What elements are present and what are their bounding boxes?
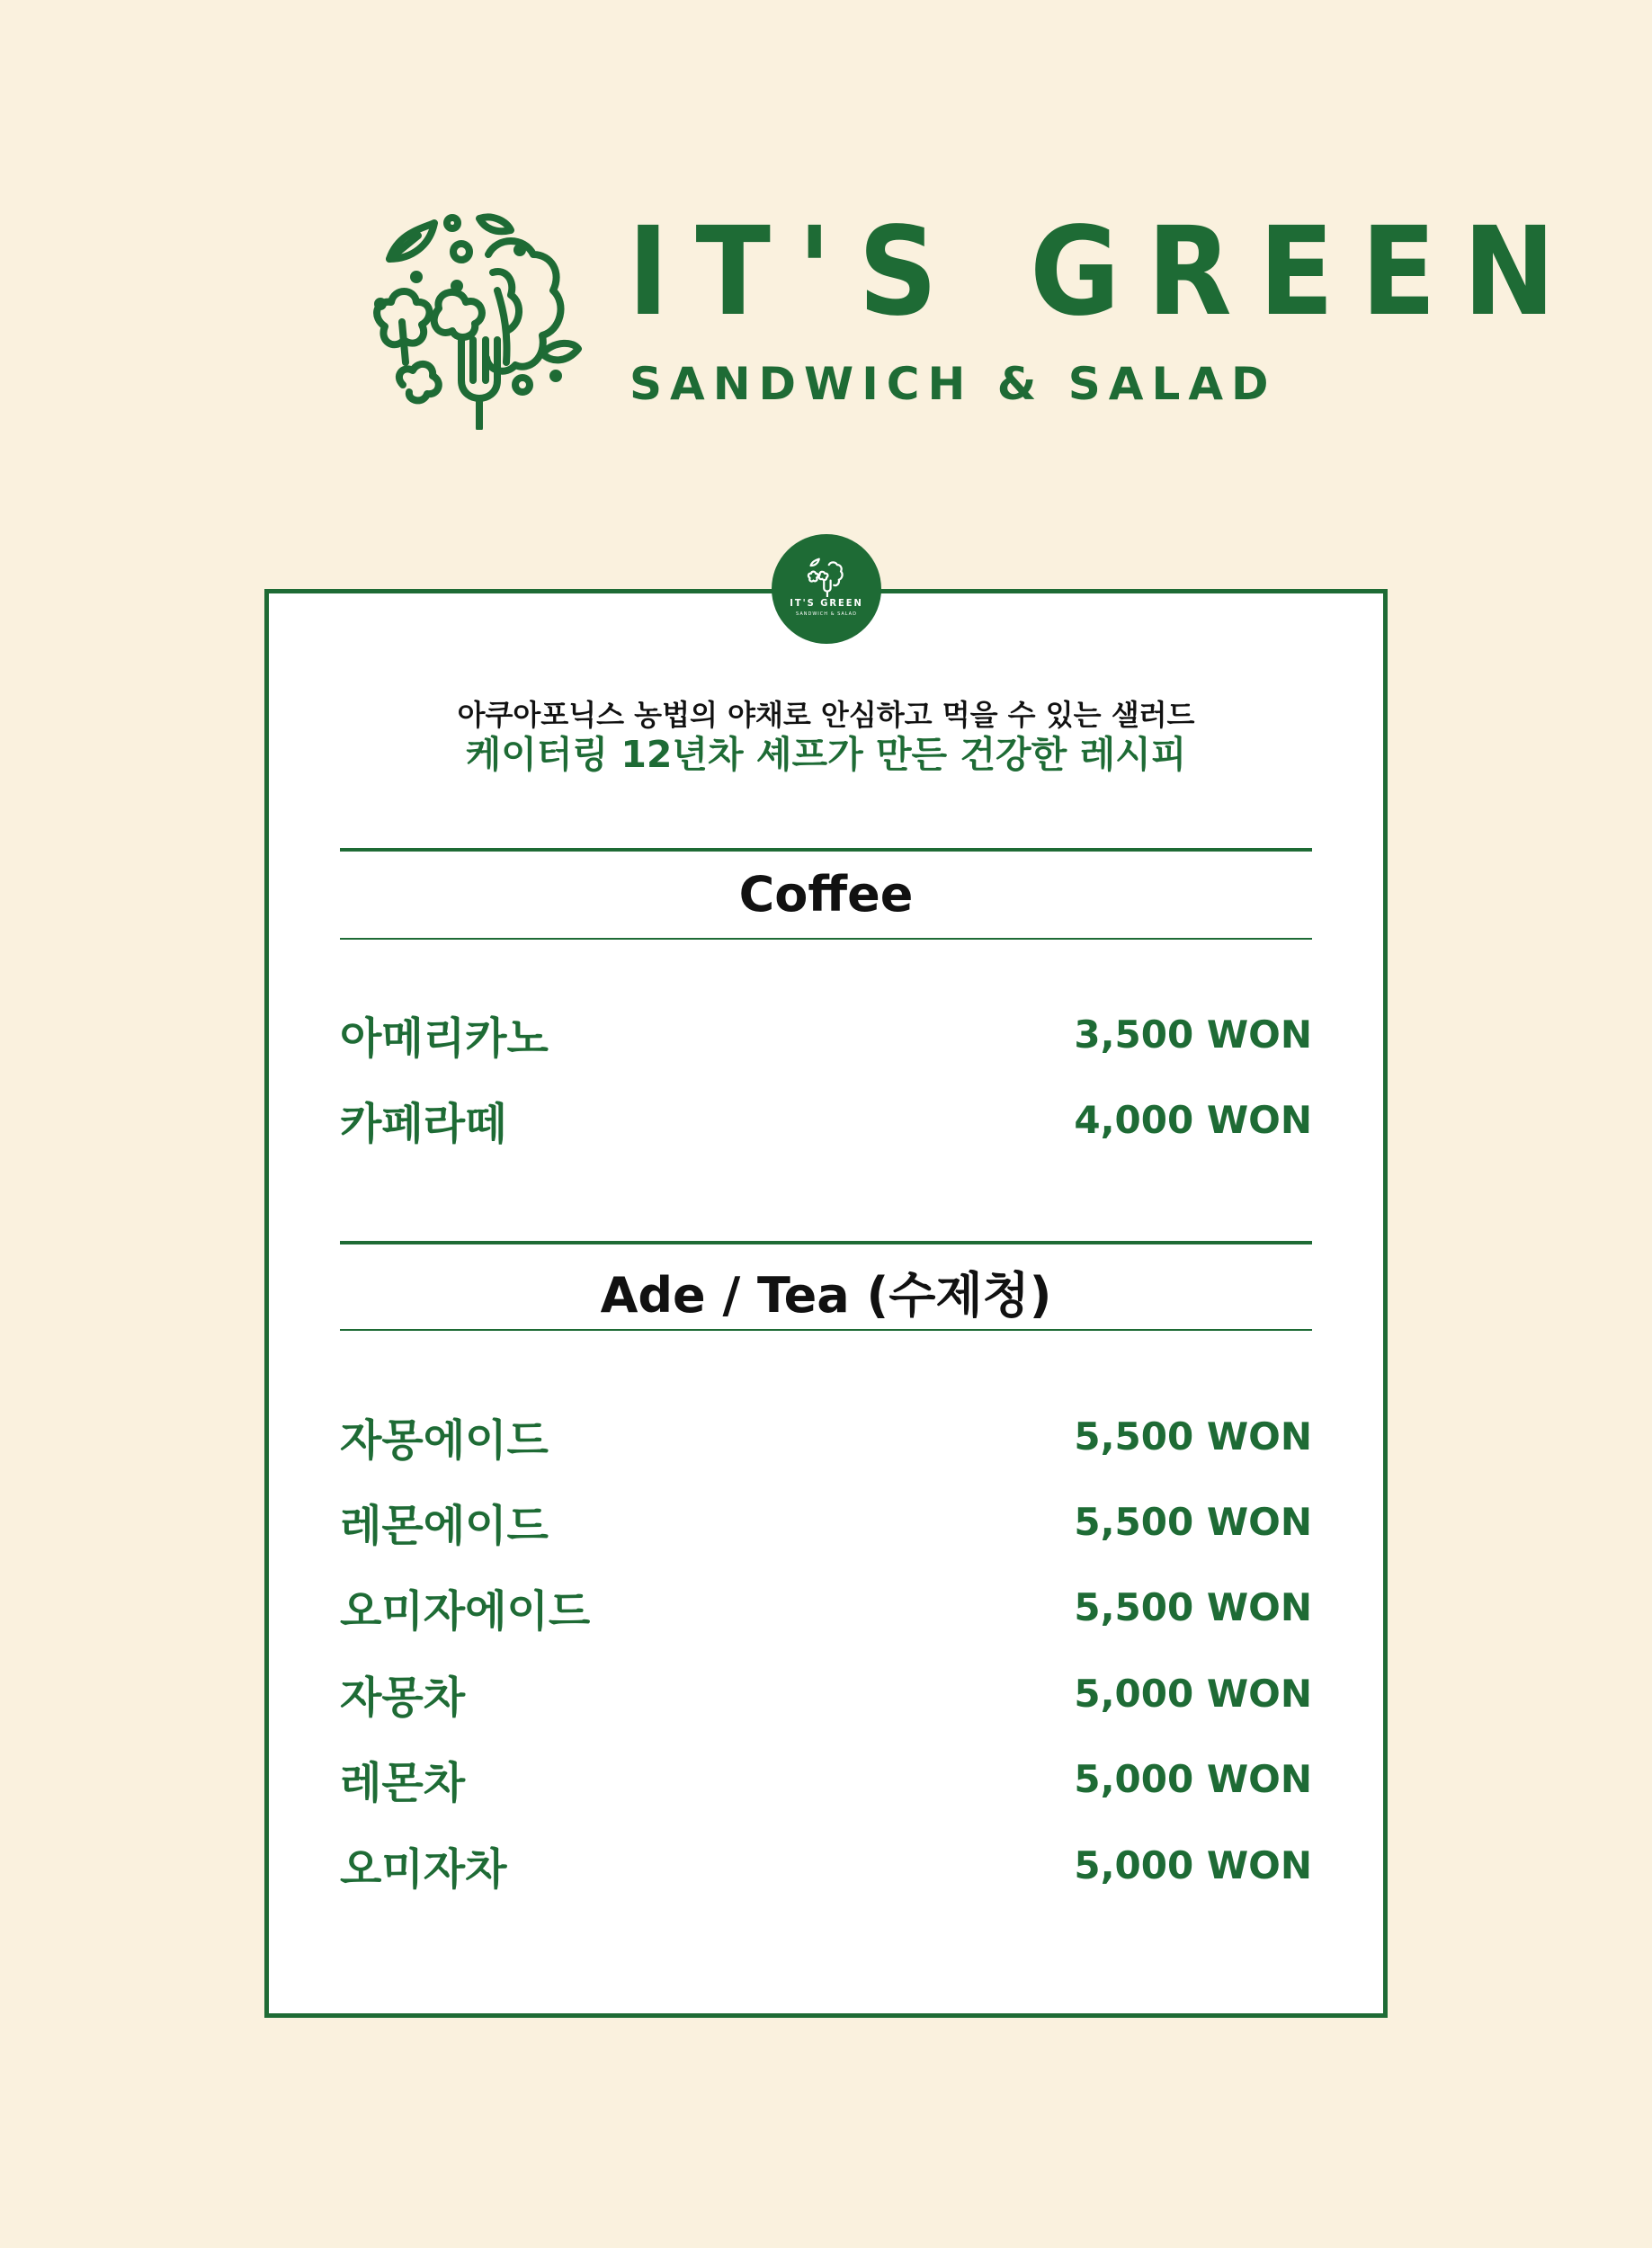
- item-name: 아메리카노: [340, 1012, 549, 1064]
- section-divider-bottom: [340, 1329, 1312, 1331]
- menu-item: [340, 1494, 1312, 1551]
- card-badge: [772, 534, 881, 644]
- section-title-ade-tea: Ade / Tea (수제청): [600, 1267, 1052, 1324]
- menu-item: [340, 1409, 1312, 1466]
- menu-item: [340, 1752, 1312, 1806]
- menu-item: [340, 1093, 1312, 1149]
- menu-item: [340, 1838, 1312, 1895]
- section-divider-bottom: [340, 938, 1312, 940]
- badge-title: IT'S GREEN: [790, 597, 863, 609]
- intro-line-2: 케이터링 12년차 셰프가 만든 건강한 레시피: [465, 733, 1187, 776]
- brand-subtitle: SANDWICH & SALAD: [630, 358, 1277, 410]
- badge-subtitle: SANDWICH & SALAD: [796, 611, 857, 617]
- item-price: 5,000 WON: [1074, 1671, 1312, 1716]
- brand-title: IT'S GREEN: [628, 201, 1583, 343]
- section-title-coffee: Coffee: [738, 866, 914, 923]
- item-price: 5,000 WON: [1074, 1842, 1312, 1887]
- item-name: 레몬에이드: [340, 1500, 549, 1551]
- item-name: 자몽에이드: [340, 1414, 549, 1466]
- menu-item: [340, 1580, 1312, 1637]
- item-price: 4,000 WON: [1074, 1097, 1312, 1142]
- item-name: 레몬차: [340, 1757, 466, 1808]
- item-price: 5,500 WON: [1074, 1499, 1312, 1544]
- badge-salad-icon: [806, 556, 847, 597]
- item-price: 5,500 WON: [1074, 1414, 1312, 1459]
- item-name: 오미자에이드: [340, 1585, 591, 1637]
- item-name: 카페라떼: [340, 1098, 507, 1149]
- section-divider-top: [340, 1241, 1312, 1244]
- item-price: 3,500 WON: [1074, 1012, 1312, 1057]
- menu-item: [340, 1666, 1312, 1723]
- item-name: 자몽차: [340, 1672, 466, 1723]
- item-price: 5,500 WON: [1074, 1584, 1312, 1629]
- item-price: 5,000 WON: [1074, 1756, 1312, 1801]
- section-divider-top: [340, 848, 1312, 852]
- intro-line-1: 아쿠아포닉스 농법의 야채로 안심하고 먹을 수 있는 샐러드: [457, 698, 1195, 732]
- menu-item: [340, 1007, 1312, 1064]
- salad-fork-icon: [362, 205, 587, 430]
- item-name: 오미자차: [340, 1843, 507, 1895]
